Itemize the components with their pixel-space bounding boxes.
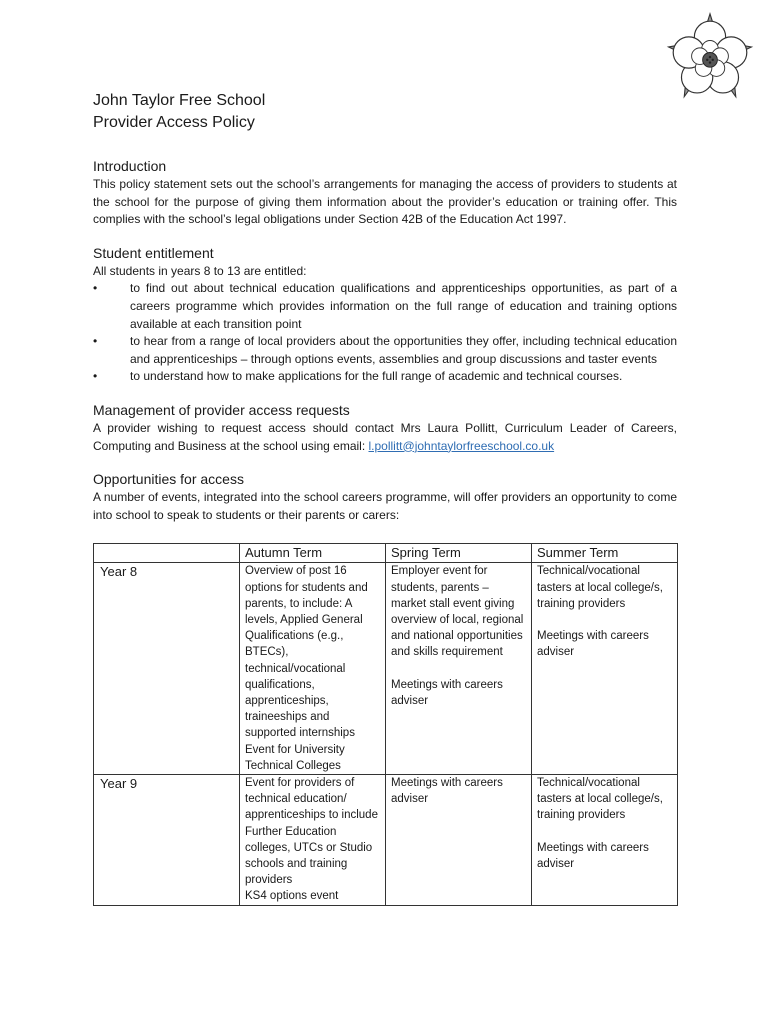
introduction-text: This policy statement sets out the school’s arrangements for managing the access of providers to students at the school for the purpose of giving them information about the provider’s education or training offer. This complies with the school’s legal obligations under Section 42B of the Education Act 1997. bbox=[93, 177, 677, 227]
list-item: • to find out about technical education qualifications and apprenticeships opportunities, as part of a careers programme which provides information on the full range of education and training options available at each transition point bbox=[93, 280, 677, 333]
contact-email-link[interactable]: l.pollitt@johntaylorfreeschool.co.uk bbox=[368, 438, 555, 453]
autumn-cell bbox=[240, 563, 386, 775]
autumn-cell bbox=[240, 774, 386, 905]
management-body: A provider wishing to request access should contact Mrs Laura Pollitt, Curriculum Leader of Careers, Computing and Business at the school using email: bbox=[93, 420, 677, 453]
document-title: Provider Access Policy bbox=[93, 114, 255, 131]
introduction-heading: Introduction bbox=[93, 158, 167, 174]
cell-text: Meetings with careers adviser bbox=[537, 841, 649, 870]
entitlement-list bbox=[93, 280, 677, 386]
management-section bbox=[93, 400, 677, 455]
list-item: • to understand how to make applications for the full range of academic and technical courses. bbox=[93, 368, 677, 386]
opportunities-heading: Opportunities for access bbox=[93, 471, 244, 488]
table-row bbox=[94, 774, 678, 905]
year-label: Year 8 bbox=[94, 563, 240, 775]
opportunities-text: A number of events, integrated into the school careers programme, will offer providers an opportunity to come into school to speak to students or their parents or carers: bbox=[93, 490, 677, 522]
cell-text: Technical/vocational tasters at local college/s, training providers bbox=[537, 776, 663, 822]
header-autumn-term: Autumn Term bbox=[240, 544, 386, 563]
cell-text: Event for University Technical Colleges bbox=[245, 743, 345, 772]
management-text bbox=[93, 420, 677, 455]
cell-text: Meetings with careers adviser bbox=[537, 629, 649, 659]
management-heading: Management of provider access requests bbox=[93, 401, 350, 418]
table-header-row bbox=[94, 544, 678, 563]
access-opportunities-table bbox=[93, 543, 678, 905]
year-label: Year 9 bbox=[94, 774, 240, 905]
introduction-section bbox=[93, 156, 677, 229]
policy-document bbox=[93, 90, 677, 906]
opportunities-section bbox=[93, 469, 677, 524]
summer-cell bbox=[532, 774, 678, 905]
entitlement-heading: Student entitlement bbox=[93, 244, 214, 261]
header-spring-term: Spring Term bbox=[386, 544, 532, 563]
header-cell-empty bbox=[94, 544, 240, 563]
cell-text: Technical/vocational tasters at local college/s, training providers bbox=[537, 565, 663, 610]
cell-text: KS4 options event bbox=[245, 890, 339, 903]
summer-cell bbox=[532, 563, 678, 775]
header-summer-term: Summer Term bbox=[532, 544, 678, 563]
table-row bbox=[94, 563, 678, 775]
entitlement-lead: All students in years 8 to 13 are entitled: bbox=[93, 263, 307, 278]
cell-text: Meetings with careers adviser bbox=[391, 776, 503, 806]
cell-text: Event for providers of technical education/ apprenticeships to include Further Education colleges, UTCs or Studio schools and training providers bbox=[245, 776, 378, 887]
cell-text: Meetings with careers adviser bbox=[391, 678, 503, 707]
cell-text: Employer event for students, parents – market stall event giving overview of local, regional and national opportunities and skills requirement bbox=[391, 565, 524, 659]
school-rose-logo-icon bbox=[664, 12, 756, 104]
spring-cell bbox=[386, 774, 532, 905]
school-name: John Taylor Free School bbox=[93, 92, 266, 109]
spring-cell bbox=[386, 563, 532, 775]
entitlement-section bbox=[93, 243, 677, 386]
cell-text: Overview of post 16 options for students and parents, to include: A levels, Applied General Qualifications (e.g., BTECs), technical/vocational qualifications, apprenticeships, traineeships and supported internships bbox=[245, 565, 368, 740]
list-item: • to hear from a range of local providers about the opportunities they offer, including technical education and apprenticeships – through options events, assemblies and group discussions and taster events bbox=[93, 333, 677, 368]
